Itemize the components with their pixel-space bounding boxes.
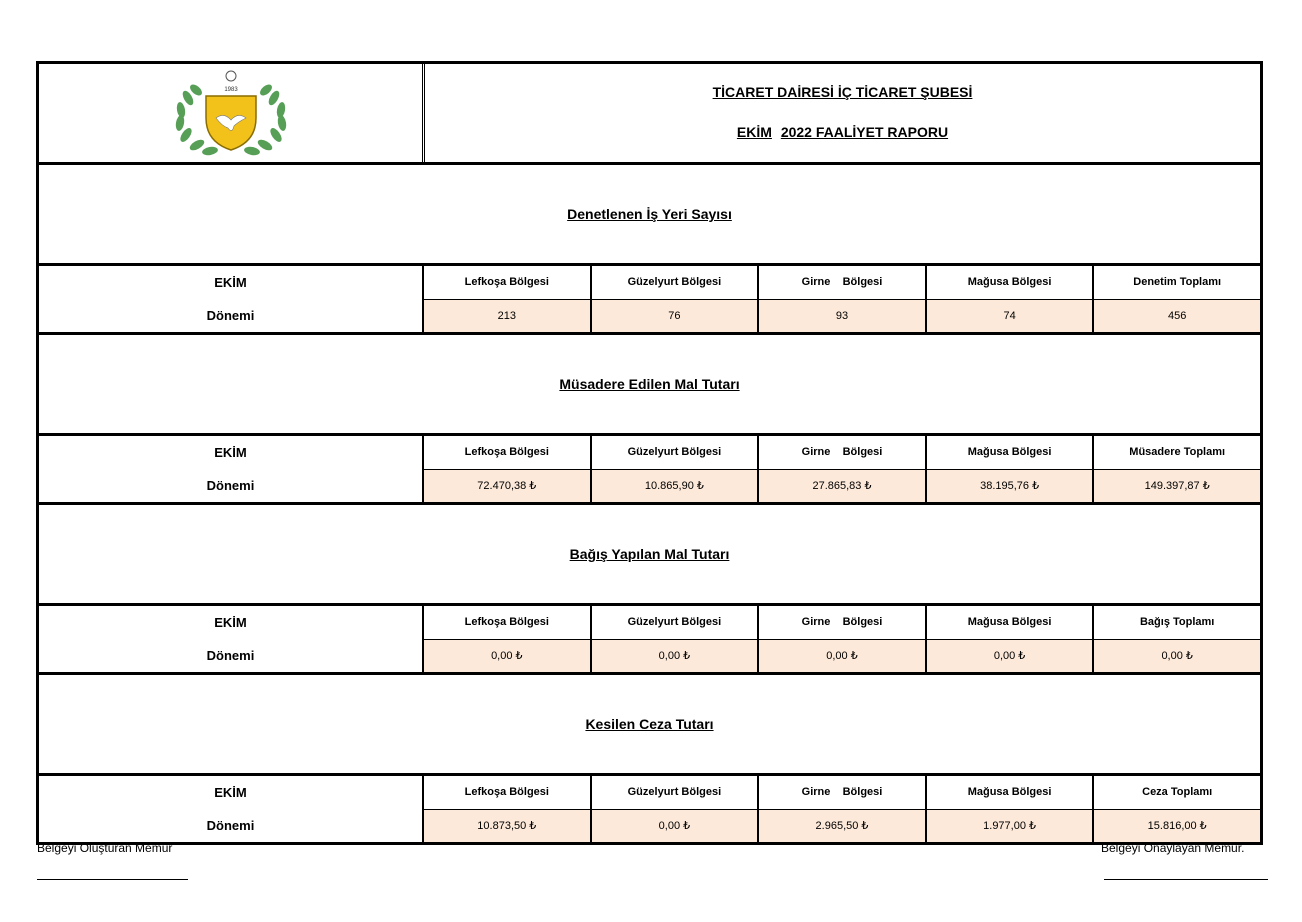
value-cell: 27.865,83 ₺ <box>759 470 925 503</box>
column-header: Ceza Toplamı <box>1094 776 1260 810</box>
column-header: Mağusa Bölgesi <box>927 776 1093 810</box>
region-column <box>759 266 927 332</box>
section-title <box>39 675 1260 776</box>
report-frame <box>36 61 1263 845</box>
value-cell: 93 <box>759 300 925 333</box>
value-cell: 0,00 ₺ <box>592 810 758 843</box>
report-title: TİCARET DAİRESİ İÇ TİCARET ŞUBESİ <box>712 84 973 100</box>
period-cell <box>39 776 424 842</box>
column-header: Güzelyurt Bölgesi <box>592 436 758 470</box>
column-header: Mağusa Bölgesi <box>927 436 1093 470</box>
column-header: Denetim Toplamı <box>1094 266 1260 300</box>
emblem-year: 1983 <box>223 87 238 93</box>
value-cell: 2.965,50 ₺ <box>759 810 925 843</box>
approver-signature-line <box>1104 879 1268 880</box>
period-month: EKİM <box>214 445 247 460</box>
section-title-text: Müsadere Edilen Mal Tutarı <box>559 376 740 392</box>
column-header: Lefkoşa Bölgesi <box>424 436 590 470</box>
column-header: Güzelyurt Bölgesi <box>592 266 758 300</box>
emblem-icon <box>166 68 296 158</box>
value-cell: 0,00 ₺ <box>927 640 1093 673</box>
region-column <box>759 776 927 842</box>
value-cell: 10.865,90 ₺ <box>592 470 758 503</box>
column-header: Güzelyurt Bölgesi <box>592 776 758 810</box>
region-column <box>759 606 927 672</box>
region-column <box>424 776 592 842</box>
logo-cell <box>39 64 425 162</box>
region-column <box>424 266 592 332</box>
section-title-text: Denetlenen İş Yeri Sayısı <box>567 206 732 222</box>
region-column <box>592 776 760 842</box>
value-cell: 38.195,76 ₺ <box>927 470 1093 503</box>
period-label: Dönemi <box>206 308 255 323</box>
section-grid <box>39 436 1260 505</box>
region-column <box>927 266 1095 332</box>
period-label: Dönemi <box>206 648 255 663</box>
report-header <box>39 64 1260 165</box>
value-cell: 149.397,87 ₺ <box>1094 470 1260 503</box>
total-column <box>1094 266 1260 332</box>
region-column <box>592 436 760 502</box>
region-column <box>927 436 1095 502</box>
column-header: Mağusa Bölgesi <box>927 266 1093 300</box>
column-header: Girne Bölgesi <box>759 266 925 300</box>
value-cell: 76 <box>592 300 758 333</box>
column-header: Lefkoşa Bölgesi <box>424 606 590 640</box>
region-column <box>424 436 592 502</box>
value-cell: 72.470,38 ₺ <box>424 470 590 503</box>
value-cell: 15.816,00 ₺ <box>1094 810 1260 843</box>
column-header: Lefkoşa Bölgesi <box>424 266 590 300</box>
value-cell: 213 <box>424 300 590 333</box>
column-header: Müsadere Toplamı <box>1094 436 1260 470</box>
column-header: Girne Bölgesi <box>759 436 925 470</box>
period-label: Dönemi <box>206 478 255 493</box>
column-header: Girne Bölgesi <box>759 776 925 810</box>
region-column <box>759 436 927 502</box>
period-month: EKİM <box>214 615 247 630</box>
value-cell: 1.977,00 ₺ <box>927 810 1093 843</box>
value-cell: 456 <box>1094 300 1260 333</box>
section-title <box>39 165 1260 266</box>
region-column <box>927 776 1095 842</box>
region-column <box>424 606 592 672</box>
value-cell: 0,00 ₺ <box>424 640 590 673</box>
column-header: Girne Bölgesi <box>759 606 925 640</box>
title-cell <box>425 64 1260 162</box>
section-title-text: Bağış Yapılan Mal Tutarı <box>569 546 730 562</box>
report-month: EKİM <box>736 124 772 140</box>
period-cell <box>39 606 424 672</box>
value-cell: 74 <box>927 300 1093 333</box>
period-month: EKİM <box>214 785 247 800</box>
column-header: Mağusa Bölgesi <box>927 606 1093 640</box>
region-column <box>592 606 760 672</box>
value-cell: 0,00 ₺ <box>592 640 758 673</box>
column-header: Güzelyurt Bölgesi <box>592 606 758 640</box>
section-title <box>39 335 1260 436</box>
value-cell: 0,00 ₺ <box>1094 640 1260 673</box>
section-title-text: Kesilen Ceza Tutarı <box>585 716 714 732</box>
total-column <box>1094 606 1260 672</box>
report-subtitle: 2022 FAALİYET RAPORU <box>780 124 949 140</box>
report-sheet <box>36 61 1263 845</box>
approver-signature-label: Belgeyi Onaylayan Memur. <box>1101 841 1245 855</box>
total-column <box>1094 776 1260 842</box>
period-cell <box>39 266 424 332</box>
region-column <box>592 266 760 332</box>
region-column <box>927 606 1095 672</box>
value-cell: 10.873,50 ₺ <box>424 810 590 843</box>
column-header: Bağış Toplamı <box>1094 606 1260 640</box>
period-label: Dönemi <box>206 818 255 833</box>
total-column <box>1094 436 1260 502</box>
column-header: Lefkoşa Bölgesi <box>424 776 590 810</box>
section-grid <box>39 266 1260 335</box>
period-cell <box>39 436 424 502</box>
creator-signature-label: Belgeyi Oluşturan Memur <box>37 841 173 855</box>
period-month: EKİM <box>214 275 247 290</box>
value-cell: 0,00 ₺ <box>759 640 925 673</box>
section-title <box>39 505 1260 606</box>
section-grid <box>39 606 1260 675</box>
section-grid <box>39 776 1260 842</box>
creator-signature-line <box>37 879 188 880</box>
